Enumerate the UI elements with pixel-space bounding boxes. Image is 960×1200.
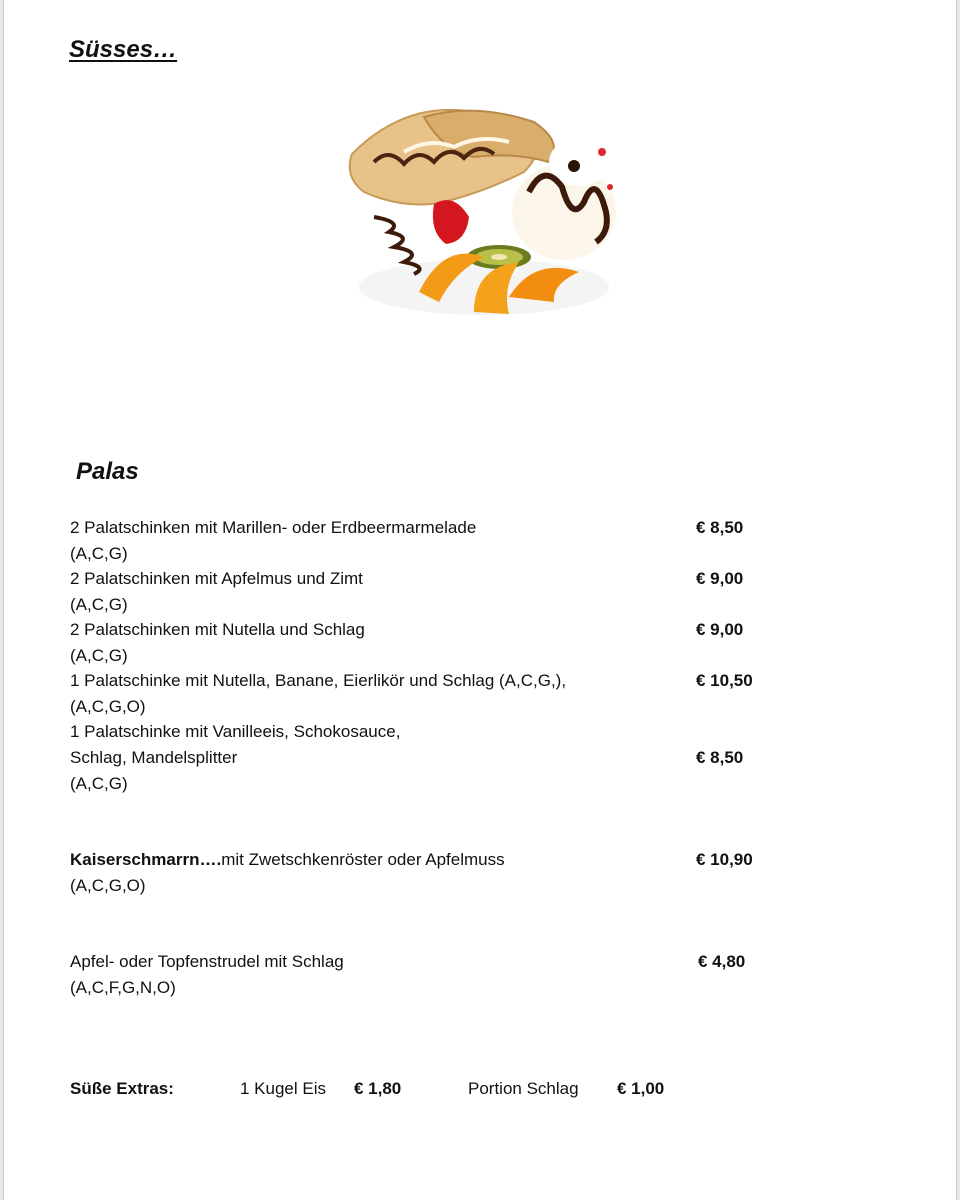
strudel-name: Apfel- oder Topfenstrudel mit Schlag — [70, 952, 344, 971]
crepe-dessert-photo — [334, 92, 624, 322]
menu-page — [3, 0, 957, 1200]
menu-item-allergens: (A,C,G,O) — [70, 697, 146, 716]
menu-item-allergens: (A,C,G) — [70, 595, 128, 614]
menu-item-price: € 8,50 — [696, 748, 744, 767]
strudel-allergens: (A,C,F,G,N,O) — [70, 978, 176, 997]
menu-item-price: € 8,50 — [696, 518, 744, 537]
kaiserschmarrn-allergens: (A,C,G,O) — [70, 876, 146, 895]
menu-item-price: € 10,50 — [696, 671, 753, 690]
menu-item-name: 2 Palatschinken mit Nutella und Schlag — [70, 620, 365, 639]
kaiserschmarrn-name — [70, 847, 505, 873]
kaiserschmarrn-name-rest: mit Zwetschkenröster oder Apfelmuss — [221, 850, 505, 869]
extras-item-cream: Portion Schlag — [468, 1079, 579, 1098]
menu-item-name: 1 Palatschinke mit Nutella, Banane, Eierlikör und Schlag (A,C,G,), — [70, 671, 567, 690]
menu-item-name-continued: Schlag, Mandelsplitter — [70, 748, 238, 767]
page-heading: Süsses… — [69, 36, 178, 63]
menu-item-name: 2 Palatschinken mit Apfelmus und Zimt — [70, 569, 363, 588]
menu-item-price: € 9,00 — [696, 620, 744, 639]
kaiserschmarrn-price: € 10,90 — [696, 850, 753, 869]
extras-label: Süße Extras: — [70, 1079, 174, 1098]
menu-item-allergens: (A,C,G) — [70, 774, 128, 793]
extras-price-cream: € 1,00 — [617, 1079, 665, 1098]
menu-item-name: 2 Palatschinken mit Marillen- oder Erdbeermarmelade — [70, 518, 477, 537]
section-title: Palas — [76, 458, 139, 485]
extras-item-ice: 1 Kugel Eis — [240, 1079, 326, 1098]
strudel-price: € 4,80 — [698, 952, 746, 971]
kaiserschmarrn-name-bold: Kaiserschmarrn…. — [70, 850, 222, 869]
menu-item-allergens: (A,C,G) — [70, 646, 128, 665]
menu-item-price: € 9,00 — [696, 569, 744, 588]
menu-item-allergens: (A,C,G) — [70, 544, 128, 563]
extras-price-ice: € 1,80 — [354, 1079, 402, 1098]
menu-item-name: 1 Palatschinke mit Vanilleeis, Schokosauce, — [70, 722, 401, 741]
